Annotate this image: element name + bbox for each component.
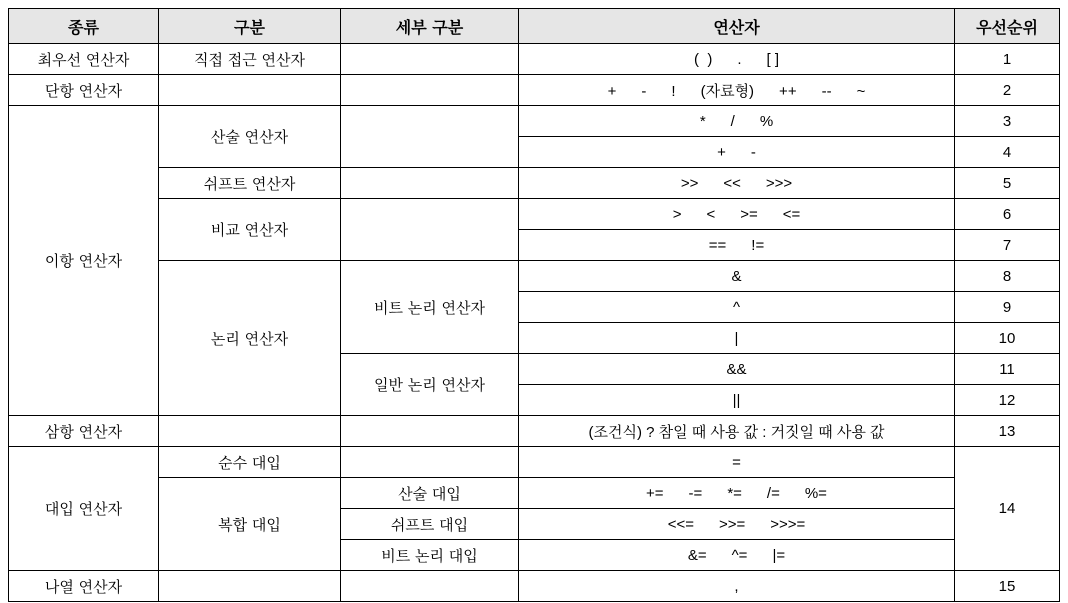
- header-kind: 종류: [9, 9, 159, 44]
- subcategory-cell: 산술 대입: [341, 478, 519, 509]
- priority-cell: 15: [955, 571, 1060, 602]
- operators-cell: ( ) . [ ]: [519, 44, 955, 75]
- subcategory-cell: [341, 447, 519, 478]
- kind-cell: 대입 연산자: [9, 447, 159, 571]
- operators-cell: |: [519, 323, 955, 354]
- table-row: [9, 447, 1060, 478]
- table-row: [9, 199, 1060, 230]
- category-cell: 쉬프트 연산자: [159, 168, 341, 199]
- header-operators: 연산자: [519, 9, 955, 44]
- operators-cell: == !=: [519, 230, 955, 261]
- operators-cell: &&: [519, 354, 955, 385]
- priority-cell: 2: [955, 75, 1060, 106]
- table-row: [9, 261, 1060, 292]
- kind-cell: 단항 연산자: [9, 75, 159, 106]
- subcategory-cell: [341, 44, 519, 75]
- priority-cell: 9: [955, 292, 1060, 323]
- operators-cell: &: [519, 261, 955, 292]
- priority-cell: 8: [955, 261, 1060, 292]
- category-cell: [159, 75, 341, 106]
- subcategory-cell: [341, 75, 519, 106]
- subcategory-cell: 쉬프트 대입: [341, 509, 519, 540]
- category-cell: 순수 대입: [159, 447, 341, 478]
- table-row: [9, 44, 1060, 75]
- header-subcategory: 세부 구분: [341, 9, 519, 44]
- priority-cell: 10: [955, 323, 1060, 354]
- operators-cell: > < >= <=: [519, 199, 955, 230]
- subcategory-cell: 비트 논리 연산자: [341, 261, 519, 354]
- priority-cell: 3: [955, 106, 1060, 137]
- subcategory-cell: [341, 416, 519, 447]
- subcategory-cell: [341, 199, 519, 261]
- category-cell: 직접 접근 연산자: [159, 44, 341, 75]
- priority-cell: 5: [955, 168, 1060, 199]
- table-row: [9, 106, 1060, 137]
- priority-cell: 12: [955, 385, 1060, 416]
- operators-cell: <<= >>= >>>=: [519, 509, 955, 540]
- table-row: [9, 416, 1060, 447]
- kind-cell: 이항 연산자: [9, 106, 159, 416]
- header-priority: 우선순위: [955, 9, 1060, 44]
- category-cell: [159, 416, 341, 447]
- category-cell: 논리 연산자: [159, 261, 341, 416]
- priority-cell: 1: [955, 44, 1060, 75]
- operator-precedence-table: [8, 8, 1060, 602]
- subcategory-cell: 일반 논리 연산자: [341, 354, 519, 416]
- priority-cell: 6: [955, 199, 1060, 230]
- operators-cell: >> << >>>: [519, 168, 955, 199]
- priority-cell: 4: [955, 137, 1060, 168]
- subcategory-cell: [341, 168, 519, 199]
- kind-cell: 삼항 연산자: [9, 416, 159, 447]
- operators-cell: + - ! (자료형) ++ -- ~: [519, 75, 955, 106]
- table-row: [9, 478, 1060, 509]
- subcategory-cell: 비트 논리 대입: [341, 540, 519, 571]
- header-row: [9, 9, 1060, 44]
- subcategory-cell: [341, 571, 519, 602]
- operators-cell: + -: [519, 137, 955, 168]
- operators-cell: ||: [519, 385, 955, 416]
- subcategory-cell: [341, 106, 519, 168]
- priority-cell: 11: [955, 354, 1060, 385]
- table-row: [9, 571, 1060, 602]
- operators-cell: += -= *= /= %=: [519, 478, 955, 509]
- operators-cell: (조건식) ? 참일 때 사용 값 : 거짓일 때 사용 값: [519, 416, 955, 447]
- table-row: [9, 168, 1060, 199]
- operators-cell: ^: [519, 292, 955, 323]
- operators-cell: * / %: [519, 106, 955, 137]
- kind-cell: 나열 연산자: [9, 571, 159, 602]
- operators-cell: &= ^= |=: [519, 540, 955, 571]
- header-category: 구분: [159, 9, 341, 44]
- category-cell: 비교 연산자: [159, 199, 341, 261]
- category-cell: 산술 연산자: [159, 106, 341, 168]
- priority-cell: 13: [955, 416, 1060, 447]
- operators-cell: =: [519, 447, 955, 478]
- kind-cell: 최우선 연산자: [9, 44, 159, 75]
- table-row: [9, 75, 1060, 106]
- category-cell: 복합 대입: [159, 478, 341, 571]
- priority-cell: 7: [955, 230, 1060, 261]
- operators-cell: ,: [519, 571, 955, 602]
- category-cell: [159, 571, 341, 602]
- priority-cell: 14: [955, 447, 1060, 571]
